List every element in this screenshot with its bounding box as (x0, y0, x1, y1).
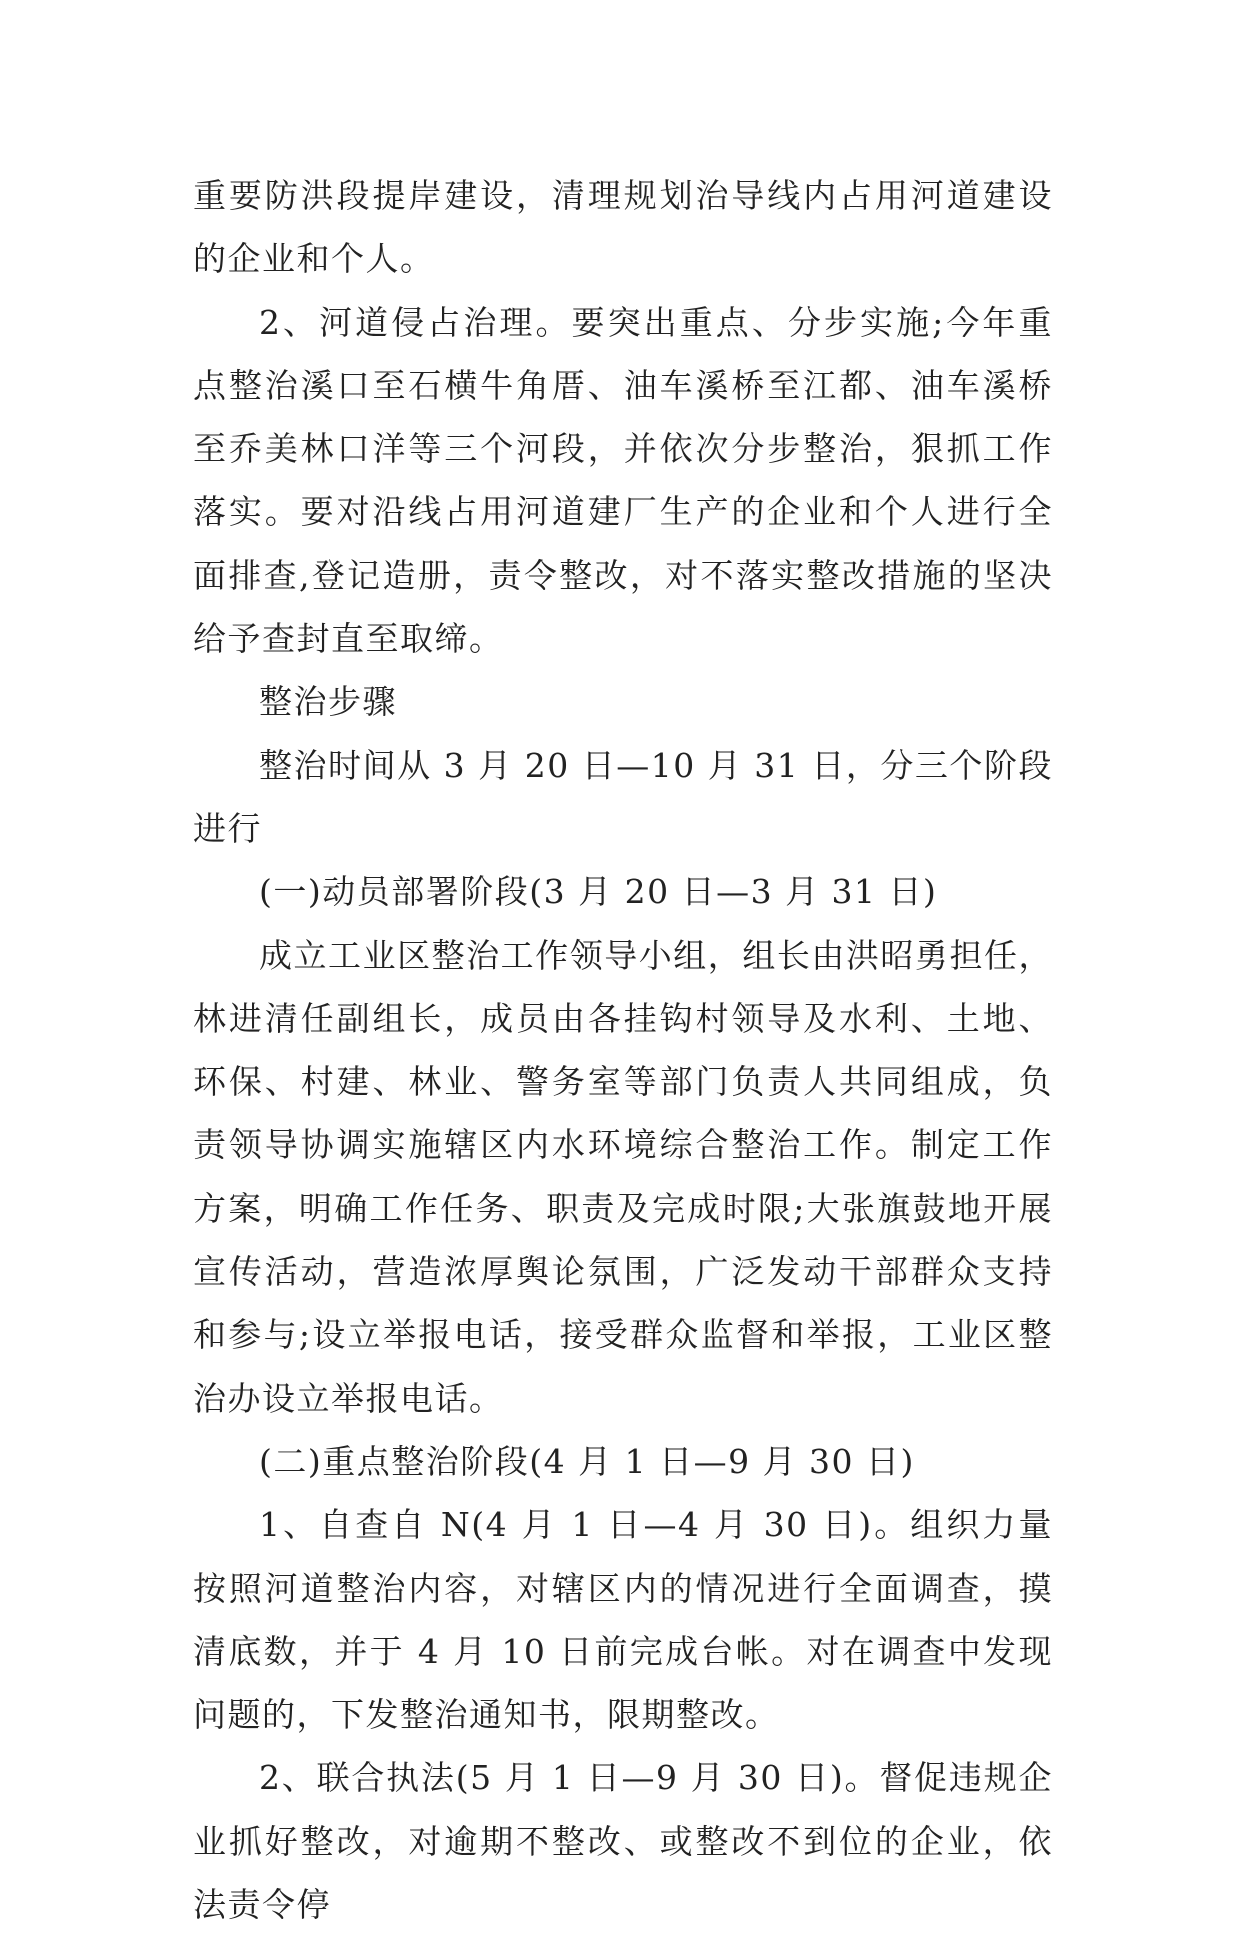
document-body (193, 164, 1053, 1936)
paragraph-self-inspection: 1、自查自 N(4 月 1 日—4 月 30 日)。组织力量按照河道整治内容，对辖区内的情况进行全面调查，摸清底数，并于 4 月 10 日前完成台帐。对在调查中发现问题的，下发整治通知书，限期整改。 (193, 1505, 1053, 1735)
paragraph-leading-group: 成立工业区整治工作领导小组，组长由洪昭勇担任，林进清任副组长，成员由各挂钩村领导及水利、土地、环保、村建、林业、警务室等部门负责人共同组成，负责领导协调实施辖区内水环境综合整治工作。制定工作方案，明确工作任务、职责及完成时限;大张旗鼓地开展宣传活动，营造浓厚舆论氛围，广泛发动干部群众支持和参与;设立举报电话，接受群众监督和举报，工业区整治办设立举报电话。 (193, 935, 1053, 1418)
paragraph-flood-embankment: 重要防洪段提岸建设，清理规划治导线内占用河道建设的企业和个人。 (193, 176, 1053, 279)
section-heading-steps: 整治步骤 (259, 682, 397, 722)
paragraph-joint-enforcement: 2、联合执法(5 月 1 日—9 月 30 日)。督促违规企业抓好整改，对逾期不整改、或整改不到位的企业，依法责令停 (193, 1758, 1053, 1925)
paragraph-river-encroachment: 2、河道侵占治理。要突出重点、分步实施;今年重点整治溪口至石横牛角厝、油车溪桥至江都、油车溪桥至乔美林口洋等三个河段，并依次分步整治，狠抓工作落实。要对沿线占用河道建厂生产的企业和个人进行全面排查,登记造册，责令整改，对不落实整改措施的坚决给予查封直至取缔。 (193, 302, 1053, 659)
stage-heading-key-rectification: (二)重点整治阶段(4 月 1 日—9 月 30 日) (259, 1441, 915, 1481)
paragraph-schedule: 整治时间从 3 月 20 日—10 月 31 日，分三个阶段进行 (193, 745, 1053, 848)
stage-heading-mobilization: (一)动员部署阶段(3 月 20 日—3 月 31 日) (259, 872, 938, 912)
